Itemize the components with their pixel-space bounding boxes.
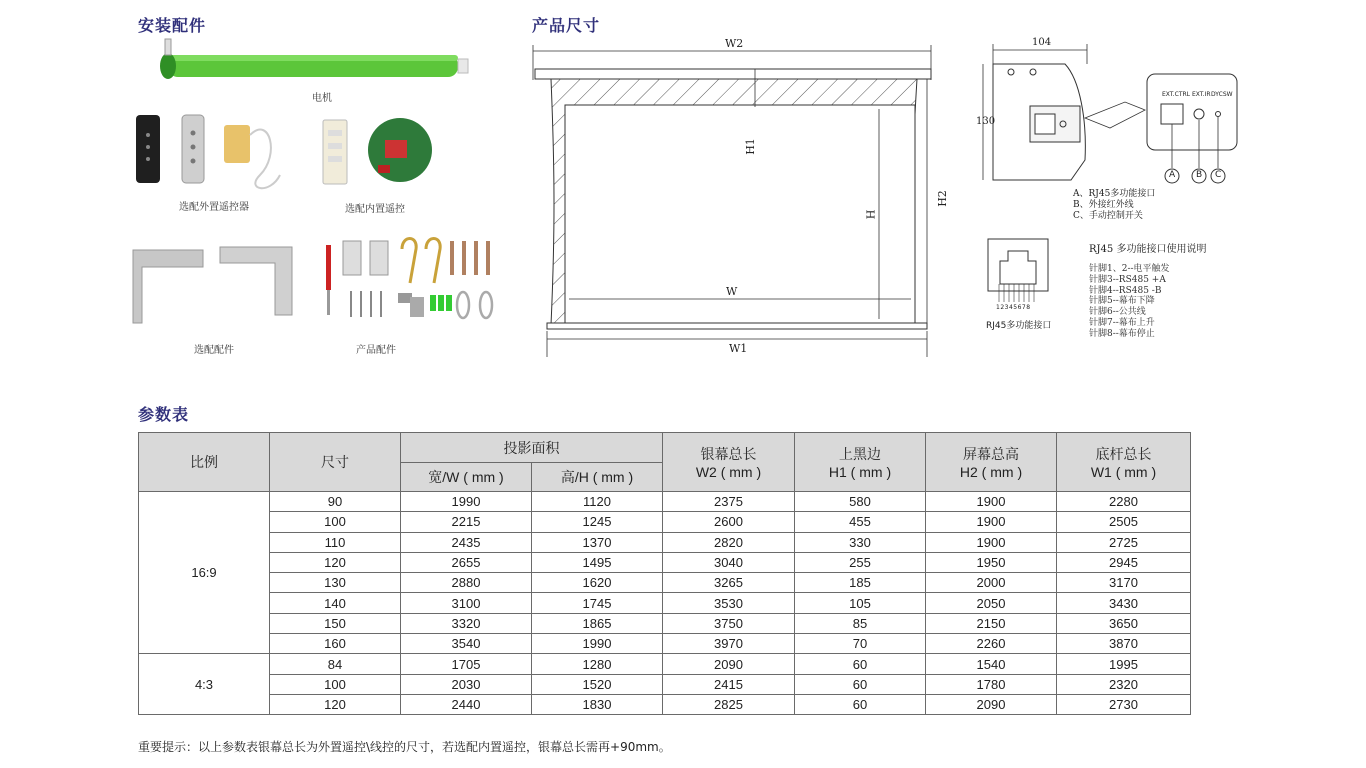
w-label: W bbox=[726, 285, 738, 298]
table-cell: 2820 bbox=[663, 532, 795, 552]
table-cell: 3170 bbox=[1057, 573, 1191, 593]
optional-brackets-image bbox=[133, 247, 292, 323]
pin-line: 针脚6--公共线 bbox=[1089, 307, 1146, 318]
rj45-pin-list bbox=[1089, 264, 1170, 340]
side-height-value: 130 bbox=[976, 116, 996, 127]
table-cell: 3265 bbox=[663, 573, 795, 593]
table-cell: 2415 bbox=[663, 674, 795, 694]
table-cell: 3540 bbox=[401, 634, 532, 654]
table-row bbox=[139, 613, 1191, 633]
legend-c: C、手动控制开关 bbox=[1073, 211, 1143, 221]
table-cell: 330 bbox=[795, 532, 926, 552]
table-cell: 2655 bbox=[401, 552, 532, 572]
header-ratio: 比例 bbox=[139, 433, 270, 492]
table-cell: 110 bbox=[270, 532, 401, 552]
table-row bbox=[139, 552, 1191, 572]
external-remote-image bbox=[136, 115, 280, 188]
marker-b: B bbox=[1196, 170, 1203, 180]
table-cell: 2260 bbox=[926, 634, 1057, 654]
external-remote-label: 选配外置遥控器 bbox=[179, 202, 249, 213]
screen-dimension-drawing bbox=[525, 35, 955, 365]
panel-label-ext-ctrl: EXT.CTRL bbox=[1162, 91, 1191, 98]
table-cell: 90 bbox=[270, 492, 401, 512]
table-cell: 2090 bbox=[926, 694, 1057, 714]
table-body bbox=[139, 492, 1191, 715]
pin-line: 针脚3--RS485 +A bbox=[1089, 274, 1166, 285]
table-cell: 1280 bbox=[532, 654, 663, 674]
internal-remote-image bbox=[323, 118, 432, 184]
table-cell: 2320 bbox=[1057, 674, 1191, 694]
side-width-value: 104 bbox=[1032, 37, 1052, 48]
table-row bbox=[139, 512, 1191, 532]
header-w1-title: 底杆总长 bbox=[1095, 446, 1152, 462]
table-cell: 85 bbox=[795, 613, 926, 633]
product-parts-label: 产品配件 bbox=[356, 345, 396, 356]
h-label: H bbox=[864, 209, 878, 220]
table-cell: 2440 bbox=[401, 694, 532, 714]
pin-line: 针脚1、2--电平触发 bbox=[1089, 264, 1170, 274]
optional-parts-label: 选配配件 bbox=[194, 345, 234, 356]
side-view-drawing bbox=[975, 40, 1245, 200]
table-cell: 2600 bbox=[663, 512, 795, 532]
w2-label: W2 bbox=[725, 37, 744, 50]
table-cell: 60 bbox=[795, 654, 926, 674]
table-cell: 1990 bbox=[532, 634, 663, 654]
h2-label: H2 bbox=[935, 190, 949, 207]
header-width: 宽/W ( mm ) bbox=[401, 463, 532, 492]
table-cell: 1120 bbox=[532, 492, 663, 512]
table-cell: 70 bbox=[795, 634, 926, 654]
table-row bbox=[139, 573, 1191, 593]
rj45-caption: RJ45多功能接口 bbox=[986, 321, 1052, 331]
params-title: 参数表 bbox=[138, 405, 190, 424]
table-cell: 100 bbox=[270, 674, 401, 694]
table-cell: 2215 bbox=[401, 512, 532, 532]
table-cell: 120 bbox=[270, 694, 401, 714]
header-w1-unit: W1 ( mm ) bbox=[1090, 464, 1157, 480]
table-cell: 1745 bbox=[532, 593, 663, 613]
header-w2 bbox=[663, 433, 795, 492]
table-row bbox=[139, 634, 1191, 654]
pin-line: 针脚7--幕布上升 bbox=[1089, 317, 1155, 328]
table-cell: 2880 bbox=[401, 573, 532, 593]
table-row bbox=[139, 654, 1191, 674]
table-cell: 1950 bbox=[926, 552, 1057, 572]
table-cell: 2725 bbox=[1057, 532, 1191, 552]
motor-image bbox=[160, 39, 468, 79]
header-size: 尺寸 bbox=[270, 433, 401, 492]
ratio-cell: 16:9 bbox=[139, 492, 270, 654]
table-cell: 2375 bbox=[663, 492, 795, 512]
table-cell: 1245 bbox=[532, 512, 663, 532]
table-cell: 2825 bbox=[663, 694, 795, 714]
marker-a: A bbox=[1169, 170, 1176, 180]
table-cell: 3750 bbox=[663, 613, 795, 633]
legend-a: A、RJ45多功能接口 bbox=[1073, 189, 1156, 199]
table-cell: 1865 bbox=[532, 613, 663, 633]
table-cell: 84 bbox=[270, 654, 401, 674]
panel-label-dycsw: DYCSW bbox=[1211, 91, 1233, 98]
table-cell: 580 bbox=[795, 492, 926, 512]
accessories-title: 安装配件 bbox=[138, 16, 207, 35]
table-cell: 2945 bbox=[1057, 552, 1191, 572]
header-h2-title: 屏幕总高 bbox=[963, 446, 1019, 462]
marker-c: C bbox=[1215, 170, 1222, 180]
header-height: 高/H ( mm ) bbox=[532, 463, 663, 492]
product-parts-image bbox=[326, 239, 492, 319]
table-cell: 2050 bbox=[926, 593, 1057, 613]
table-row bbox=[139, 593, 1191, 613]
motor-label: 电机 bbox=[312, 93, 332, 104]
header-w2-title: 银幕总长 bbox=[700, 446, 757, 462]
ratio-cell: 4:3 bbox=[139, 654, 270, 715]
header-h1-title: 上黑边 bbox=[839, 446, 881, 462]
table-cell: 3100 bbox=[401, 593, 532, 613]
table-cell: 2030 bbox=[401, 674, 532, 694]
table-cell: 1620 bbox=[532, 573, 663, 593]
table-cell: 2150 bbox=[926, 613, 1057, 633]
table-cell: 60 bbox=[795, 674, 926, 694]
table-cell: 1990 bbox=[401, 492, 532, 512]
table-header-row bbox=[139, 433, 1191, 463]
table-row bbox=[139, 532, 1191, 552]
table-cell: 3320 bbox=[401, 613, 532, 633]
header-h2-unit: H2 ( mm ) bbox=[959, 464, 1023, 480]
header-w2-unit: W2 ( mm ) bbox=[695, 464, 762, 480]
table-cell: 130 bbox=[270, 573, 401, 593]
table-cell: 1780 bbox=[926, 674, 1057, 694]
table-cell: 1540 bbox=[926, 654, 1057, 674]
table-cell: 100 bbox=[270, 512, 401, 532]
parameter-table bbox=[138, 432, 1191, 715]
table-cell: 1520 bbox=[532, 674, 663, 694]
header-h1-unit: H1 ( mm ) bbox=[828, 464, 892, 480]
header-projection: 投影面积 bbox=[401, 433, 663, 463]
table-cell: 1830 bbox=[532, 694, 663, 714]
table-cell: 1495 bbox=[532, 552, 663, 572]
table-cell: 255 bbox=[795, 552, 926, 572]
table-cell: 3040 bbox=[663, 552, 795, 572]
table-cell: 3970 bbox=[663, 634, 795, 654]
header-w1 bbox=[1057, 433, 1191, 492]
important-note: 重要提示：以上参数表银幕总长为外置遥控\线控的尺寸，若选配内置遥控，银幕总长需再+90mm。 bbox=[138, 740, 671, 754]
table-cell: 3650 bbox=[1057, 613, 1191, 633]
table-cell: 1995 bbox=[1057, 654, 1191, 674]
rj45-pin-numbers: 12345678 bbox=[996, 304, 1031, 311]
pin-line: 针脚8--幕布停止 bbox=[1089, 328, 1155, 339]
table-cell: 3430 bbox=[1057, 593, 1191, 613]
header-h2 bbox=[926, 433, 1057, 492]
table-cell: 3870 bbox=[1057, 634, 1191, 654]
table-cell: 1900 bbox=[926, 512, 1057, 532]
side-legend bbox=[1073, 189, 1155, 222]
table-row bbox=[139, 694, 1191, 714]
table-cell: 2280 bbox=[1057, 492, 1191, 512]
table-cell: 1900 bbox=[926, 532, 1057, 552]
h1-label: H1 bbox=[743, 138, 757, 155]
table-cell: 3530 bbox=[663, 593, 795, 613]
table-row bbox=[139, 674, 1191, 694]
table-cell: 2000 bbox=[926, 573, 1057, 593]
table-cell: 2730 bbox=[1057, 694, 1191, 714]
table-cell: 2090 bbox=[663, 654, 795, 674]
table-row bbox=[139, 492, 1191, 512]
table-cell: 455 bbox=[795, 512, 926, 532]
internal-remote-label: 选配内置遥控 bbox=[345, 204, 405, 215]
table-cell: 2505 bbox=[1057, 512, 1191, 532]
table-cell: 2435 bbox=[401, 532, 532, 552]
table-cell: 185 bbox=[795, 573, 926, 593]
panel-label-ext-ir: EXT.IR bbox=[1192, 91, 1211, 98]
table-cell: 1370 bbox=[532, 532, 663, 552]
w1-label: W1 bbox=[729, 342, 748, 355]
pin-line: 针脚4--RS485 -B bbox=[1089, 285, 1162, 296]
table-cell: 140 bbox=[270, 593, 401, 613]
pin-line: 针脚5--幕布下降 bbox=[1089, 296, 1155, 307]
table-cell: 105 bbox=[795, 593, 926, 613]
table-cell: 1705 bbox=[401, 654, 532, 674]
table-cell: 60 bbox=[795, 694, 926, 714]
table-cell: 1900 bbox=[926, 492, 1057, 512]
table-cell: 120 bbox=[270, 552, 401, 572]
legend-b: B、外接红外线 bbox=[1073, 200, 1134, 210]
header-h1 bbox=[795, 433, 926, 492]
dimensions-title: 产品尺寸 bbox=[532, 16, 601, 35]
table-cell: 150 bbox=[270, 613, 401, 633]
table-cell: 160 bbox=[270, 634, 401, 654]
rj45-title: RJ45 多功能接口使用说明 bbox=[1089, 244, 1207, 255]
